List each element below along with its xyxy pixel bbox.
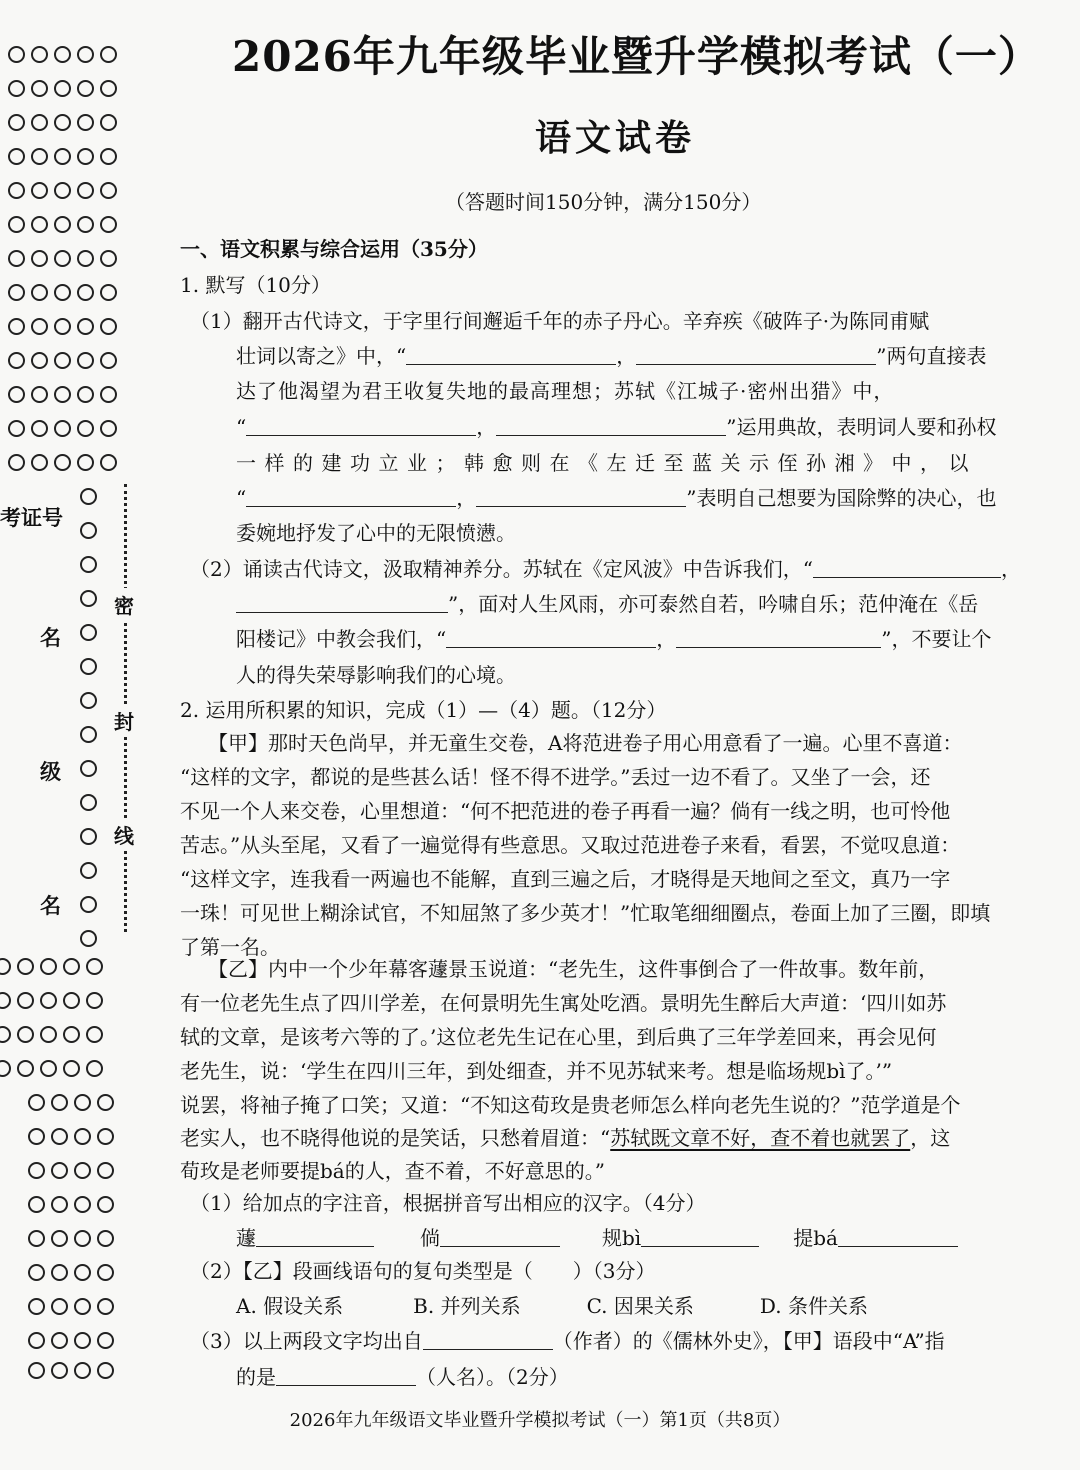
bubble-circle	[77, 284, 94, 301]
bubble-circle	[54, 352, 71, 369]
bubble-row	[8, 318, 117, 335]
bubble-circle	[31, 114, 48, 131]
bubble-row	[8, 182, 117, 199]
q1-1-line6: “ ， ”表明自己想要为国除弊的决心，也	[236, 486, 997, 510]
bubble-circle	[77, 352, 94, 369]
bubble-circle	[0, 958, 11, 975]
bubble-circle	[100, 148, 117, 165]
option-d[interactable]: D. 条件关系	[759, 1294, 868, 1318]
passage-yi-line7: 荀玫是老师要提bá的人，查不着，不好意思的。”	[180, 1159, 605, 1183]
q1-2-line3: 阳楼记》中教会我们，“ ， ”，不要让个	[236, 627, 992, 651]
bubble-row	[8, 80, 117, 97]
bubble-circle	[100, 284, 117, 301]
bubble-circle	[97, 1230, 114, 1247]
bubble-circle	[51, 1094, 68, 1111]
bubble-row	[8, 148, 117, 165]
answer-blank[interactable]	[246, 413, 476, 436]
passage-jia-line: “这样文字，连我看一两遍也不能解，直到三遍之后，才晓得是天地间之至文，真乃一字	[180, 867, 951, 891]
bubble-circle	[97, 1362, 114, 1379]
bubble-circle	[28, 1362, 45, 1379]
bubble-circle	[100, 250, 117, 267]
bubble-circle	[28, 1196, 45, 1213]
passage-jia-line: “这样的文字，都说的是些甚么话！怪不得不进学。”丢过一边不看了。又坐了一会，还	[180, 765, 931, 789]
bubble-circle	[8, 114, 25, 131]
bubble-circle	[74, 1362, 91, 1379]
bubble-row	[28, 1196, 114, 1213]
q2-3-line1: （3）以上两段文字均出自 （作者）的《儒林外史》，【甲】语段中“A”指	[190, 1329, 945, 1353]
answer-blank[interactable]	[496, 413, 726, 436]
passage-jia-line: 不见一个人来交卷，心里想道：“何不把范进的卷子再看一遍？倘有一线之明，也可怜他	[180, 799, 951, 823]
passage-jia-line: 一珠！可见世上糊涂试官，不知屈煞了多少英才！”忙取笔细细圈点，卷面上加了三圈，即填	[180, 901, 991, 925]
answer-blank[interactable]	[440, 1224, 560, 1247]
bubble-circle	[54, 454, 71, 471]
bubble-circle	[31, 80, 48, 97]
bubble-circle	[63, 958, 80, 975]
bubble-circle	[54, 420, 71, 437]
exam-title: 2026年九年级毕业暨升学模拟考试（一）	[232, 32, 1041, 81]
q1-1-line7: 委婉地抒发了心中的无限愤懑。	[236, 521, 516, 545]
bubble-circle	[28, 1128, 45, 1145]
bubble-circle	[97, 1298, 114, 1315]
bubble-row	[8, 386, 117, 403]
passage-yi-line: 轼的文章，是该考六等的了。’这位老先生记在心里，到后典了三年学差回来，再会见何	[180, 1025, 937, 1049]
bubble-circle	[63, 992, 80, 1009]
bubble-row	[28, 1332, 114, 1349]
bubble-circle	[97, 1094, 114, 1111]
bubble-circle	[80, 794, 97, 811]
bubble-row	[28, 1230, 114, 1247]
bubble-circle	[0, 992, 11, 1009]
bubble-circle	[0, 1026, 11, 1043]
bubble-circle	[80, 658, 97, 675]
left-margin	[0, 0, 160, 1470]
bubble-circle	[54, 114, 71, 131]
answer-blank[interactable]	[838, 1224, 958, 1247]
bubble-circle	[51, 1298, 68, 1315]
bubble-row	[28, 1264, 114, 1281]
seal-char-xian: 线	[114, 818, 134, 851]
answer-blank[interactable]	[813, 555, 1001, 578]
bubble-circle	[31, 250, 48, 267]
q2-2-question: （2）【乙】段画线语句的复句类型是（ ）（3分）	[190, 1259, 656, 1283]
q1-2-line4: 人的得失荣辱影响我们的心境。	[236, 663, 516, 687]
bubble-circle	[28, 1264, 45, 1281]
bubble-circle	[8, 420, 25, 437]
passage-yi-line: 老先生，说：‘学生在四川三年，到处细查，并不见苏轼来考。想是临场规bì了。’”	[180, 1059, 893, 1083]
bubble-circle	[86, 1060, 103, 1077]
bubble-circle	[8, 46, 25, 63]
bubble-circle	[77, 250, 94, 267]
bubble-row	[28, 1298, 114, 1315]
bubble-circle	[86, 958, 103, 975]
bubble-circle	[17, 1060, 34, 1077]
passage-yi-line: 【乙】内中一个少年幕客蘧景玉说道：“老先生，这件事倒合了一件故事。数年前，	[208, 957, 939, 981]
bubble-circle	[54, 386, 71, 403]
bubble-circle	[17, 992, 34, 1009]
passage-yi-line: 有一位老先生点了四川学差，在何景明先生寓处吃酒。景明先生醉后大声道：‘四川如苏	[180, 991, 947, 1015]
bubble-circle	[97, 1264, 114, 1281]
bubble-circle	[28, 1094, 45, 1111]
passage-jia-line: 【甲】那时天色尚早，并无童生交卷，A将范进卷子用心用意看了一遍。心里不喜道：	[208, 731, 963, 755]
bubble-circle	[28, 1298, 45, 1315]
bubble-circle	[74, 1332, 91, 1349]
answer-blank[interactable]	[246, 484, 456, 507]
bubble-circle	[74, 1264, 91, 1281]
bubble-circle	[51, 1196, 68, 1213]
bubble-circle	[77, 182, 94, 199]
answer-blank[interactable]	[636, 342, 876, 365]
bubble-circle	[54, 182, 71, 199]
bubble-circle	[77, 420, 94, 437]
bubble-circle	[8, 182, 25, 199]
bubble-circle	[74, 1094, 91, 1111]
bubble-row	[0, 992, 103, 1009]
bubble-circle	[31, 352, 48, 369]
bubble-circle	[74, 1162, 91, 1179]
bubble-row	[8, 420, 117, 437]
bubble-row	[8, 352, 117, 369]
name-label: 名	[40, 625, 61, 650]
passage-jia-line: 了第一名。	[180, 935, 280, 959]
bubble-circle	[51, 1128, 68, 1145]
bubble-circle	[100, 80, 117, 97]
bubble-circle	[51, 1332, 68, 1349]
bubble-circle	[54, 284, 71, 301]
page-footer: 2026年九年级语文毕业暨升学模拟考试（一）第1页（共8页）	[289, 1410, 791, 1431]
bubble-circle	[28, 1332, 45, 1349]
bubble-circle	[80, 726, 97, 743]
bubble-row	[0, 1026, 103, 1043]
bubble-circle	[77, 318, 94, 335]
bubble-circle	[86, 992, 103, 1009]
bubble-circle	[77, 46, 94, 63]
bubble-circle	[8, 386, 25, 403]
underlined-sentence: 苏轼既文章不好，查不着也就罢了	[610, 1126, 911, 1150]
q1-2-line1: （2）诵读古代诗文，汲取精神养分。苏轼在《定风波》中告诉我们，“ ，	[190, 557, 1021, 581]
passage-yi-line6: 老实人，也不晓得他说的是笑话，只愁着眉道：“苏轼既文章不好，查不着也就罢了，这	[180, 1126, 951, 1150]
bubble-row	[28, 1362, 114, 1379]
bubble-circle	[28, 1230, 45, 1247]
bubble-circle	[100, 216, 117, 233]
bubble-row	[8, 250, 117, 267]
bubble-circle	[17, 1026, 34, 1043]
bubble-circle	[31, 284, 48, 301]
bubble-circle	[8, 80, 25, 97]
bubble-circle	[31, 454, 48, 471]
bubble-circle	[8, 250, 25, 267]
seal-char-feng: 封	[114, 704, 134, 737]
bubble-circle	[77, 114, 94, 131]
bubble-circle	[31, 386, 48, 403]
bubble-circle	[31, 216, 48, 233]
bubble-circle	[54, 318, 71, 335]
bubble-circle	[31, 182, 48, 199]
answer-blank[interactable]	[256, 1224, 374, 1247]
answer-blank[interactable]	[423, 1327, 553, 1350]
bubble-row	[8, 216, 117, 233]
bubble-circle	[51, 1264, 68, 1281]
bubble-circle	[54, 148, 71, 165]
passage-jia-line: 苦志。”从头至尾，又看了一遍觉得有些意思。又取过范进卷子来看，看罢，不觉叹息道：	[180, 833, 961, 857]
bubble-circle	[8, 148, 25, 165]
bubble-circle	[8, 454, 25, 471]
answer-blank[interactable]	[446, 625, 656, 648]
bubble-circle	[80, 930, 97, 947]
bubble-circle	[8, 216, 25, 233]
bubble-row	[28, 1128, 114, 1145]
bubble-circle	[97, 1332, 114, 1349]
bubble-row	[0, 958, 103, 975]
bubble-circle	[63, 1026, 80, 1043]
bubble-circle	[77, 80, 94, 97]
bubble-circle	[80, 692, 97, 709]
bubble-row	[28, 1162, 114, 1179]
bubble-circle	[40, 1060, 57, 1077]
bubble-circle	[100, 318, 117, 335]
bubble-circle	[80, 590, 97, 607]
q1-2-line2: ”，面对人生风雨，亦可泰然自若，吟啸自乐；范仲淹在《岳	[236, 587, 978, 621]
bubble-circle	[40, 1026, 57, 1043]
q2-2-options	[236, 1289, 868, 1323]
bubble-circle	[51, 1362, 68, 1379]
bubble-circle	[100, 182, 117, 199]
bubble-circle	[63, 1060, 80, 1077]
q2-heading: 2. 运用所积累的知识，完成（1）—（4）题。（12分）	[180, 698, 667, 722]
q2-1-question: （1）给加点的字注音，根据拼音写出相应的汉字。（4分）	[190, 1191, 706, 1215]
q1-1-line3: 达了他渴望为君王收复失地的最高理想；苏轼《江城子·密州出猎》中，	[236, 379, 895, 403]
bubble-row	[0, 1060, 103, 1077]
bubble-circle	[80, 624, 97, 641]
bubble-circle	[51, 1162, 68, 1179]
bubble-row	[8, 46, 117, 63]
answer-blank[interactable]	[676, 625, 881, 648]
answer-blank[interactable]	[236, 590, 448, 613]
bubble-row	[28, 1094, 114, 1111]
bubble-circle	[77, 148, 94, 165]
answer-blank[interactable]	[276, 1363, 416, 1386]
bubble-circle	[77, 454, 94, 471]
bubble-circle	[100, 386, 117, 403]
bubble-circle	[40, 958, 57, 975]
bubble-circle	[97, 1128, 114, 1145]
name-label-2: 名	[40, 893, 61, 918]
seal-char-mi: 密	[114, 588, 134, 621]
q1-1-line4: “ ， ”运用典故，表明词人要和孙权	[236, 415, 997, 439]
q2-1-items: 蘧 倘 规bì 提bá	[236, 1221, 958, 1255]
bubble-circle	[31, 420, 48, 437]
answer-blank[interactable]	[476, 484, 686, 507]
bubble-row	[8, 284, 117, 301]
bubble-circle	[86, 1026, 103, 1043]
bubble-circle	[40, 992, 57, 1009]
answer-blank[interactable]	[406, 342, 616, 365]
bubble-circle	[54, 80, 71, 97]
section-heading: 一、语文积累与综合运用（35分）	[180, 237, 488, 261]
bubble-circle	[0, 1060, 11, 1077]
bubble-circle	[80, 760, 97, 777]
bubble-circle	[74, 1230, 91, 1247]
bubble-circle	[100, 114, 117, 131]
q2-3-line2: 的是 （人名）。（2分）	[236, 1365, 569, 1389]
bubble-circle	[8, 284, 25, 301]
bubble-circle	[100, 46, 117, 63]
bubble-circle	[80, 896, 97, 913]
passage-yi-line: 说罢，将袖子掩了口笑；又道：“不知这荀玫是贵老师怎么样向老先生说的？”范学道是个	[180, 1093, 961, 1117]
bubble-circle	[8, 318, 25, 335]
bubble-circle	[100, 352, 117, 369]
bubble-circle	[100, 454, 117, 471]
bubble-circle	[54, 250, 71, 267]
option-a[interactable]: A. 假设关系	[236, 1294, 344, 1318]
bubble-row	[8, 114, 117, 131]
bubble-circle	[80, 556, 97, 573]
bubble-circle	[8, 352, 25, 369]
option-c[interactable]: C. 因果关系	[586, 1294, 694, 1318]
option-b[interactable]: B. 并列关系	[413, 1294, 521, 1318]
bubble-circle	[100, 420, 117, 437]
time-note: （答题时间150分钟，满分150分）	[445, 190, 762, 214]
bubble-circle	[77, 386, 94, 403]
q1-heading: 1. 默写（10分）	[180, 273, 331, 297]
bubble-circle	[54, 216, 71, 233]
bubble-circle	[97, 1162, 114, 1179]
bubble-circle	[54, 46, 71, 63]
exam-id-label: 考证号	[0, 505, 63, 530]
bubble-circle	[80, 522, 97, 539]
bubble-circle	[28, 1162, 45, 1179]
bubble-circle	[97, 1196, 114, 1213]
q1-1-line5: 一样的建功立业；韩愈则在《左迁至蓝关示侄孙湘》中，以	[236, 451, 977, 475]
bubble-circle	[74, 1128, 91, 1145]
bubble-circle	[74, 1196, 91, 1213]
bubble-circle	[80, 488, 97, 505]
q1-1-line2: 壮词以寄之》中，“ ， ”两句直接表	[236, 344, 987, 368]
class-label: 级	[40, 759, 61, 784]
bubble-circle	[31, 318, 48, 335]
bubble-circle	[80, 828, 97, 845]
q1-1-line1: （1）翻开古代诗文，于字里行间邂逅千年的赤子丹心。辛弃疾《破阵子·为陈同甫赋	[190, 309, 930, 333]
bubble-circle	[31, 148, 48, 165]
bubble-circle	[51, 1230, 68, 1247]
bubble-circle	[80, 862, 97, 879]
bubble-circle	[17, 958, 34, 975]
bubble-row	[8, 454, 117, 471]
bubble-circle	[74, 1298, 91, 1315]
bubble-circle	[31, 46, 48, 63]
paper-subtitle: 语文试卷	[535, 117, 696, 159]
bubble-circle	[77, 216, 94, 233]
answer-blank[interactable]	[641, 1224, 759, 1247]
